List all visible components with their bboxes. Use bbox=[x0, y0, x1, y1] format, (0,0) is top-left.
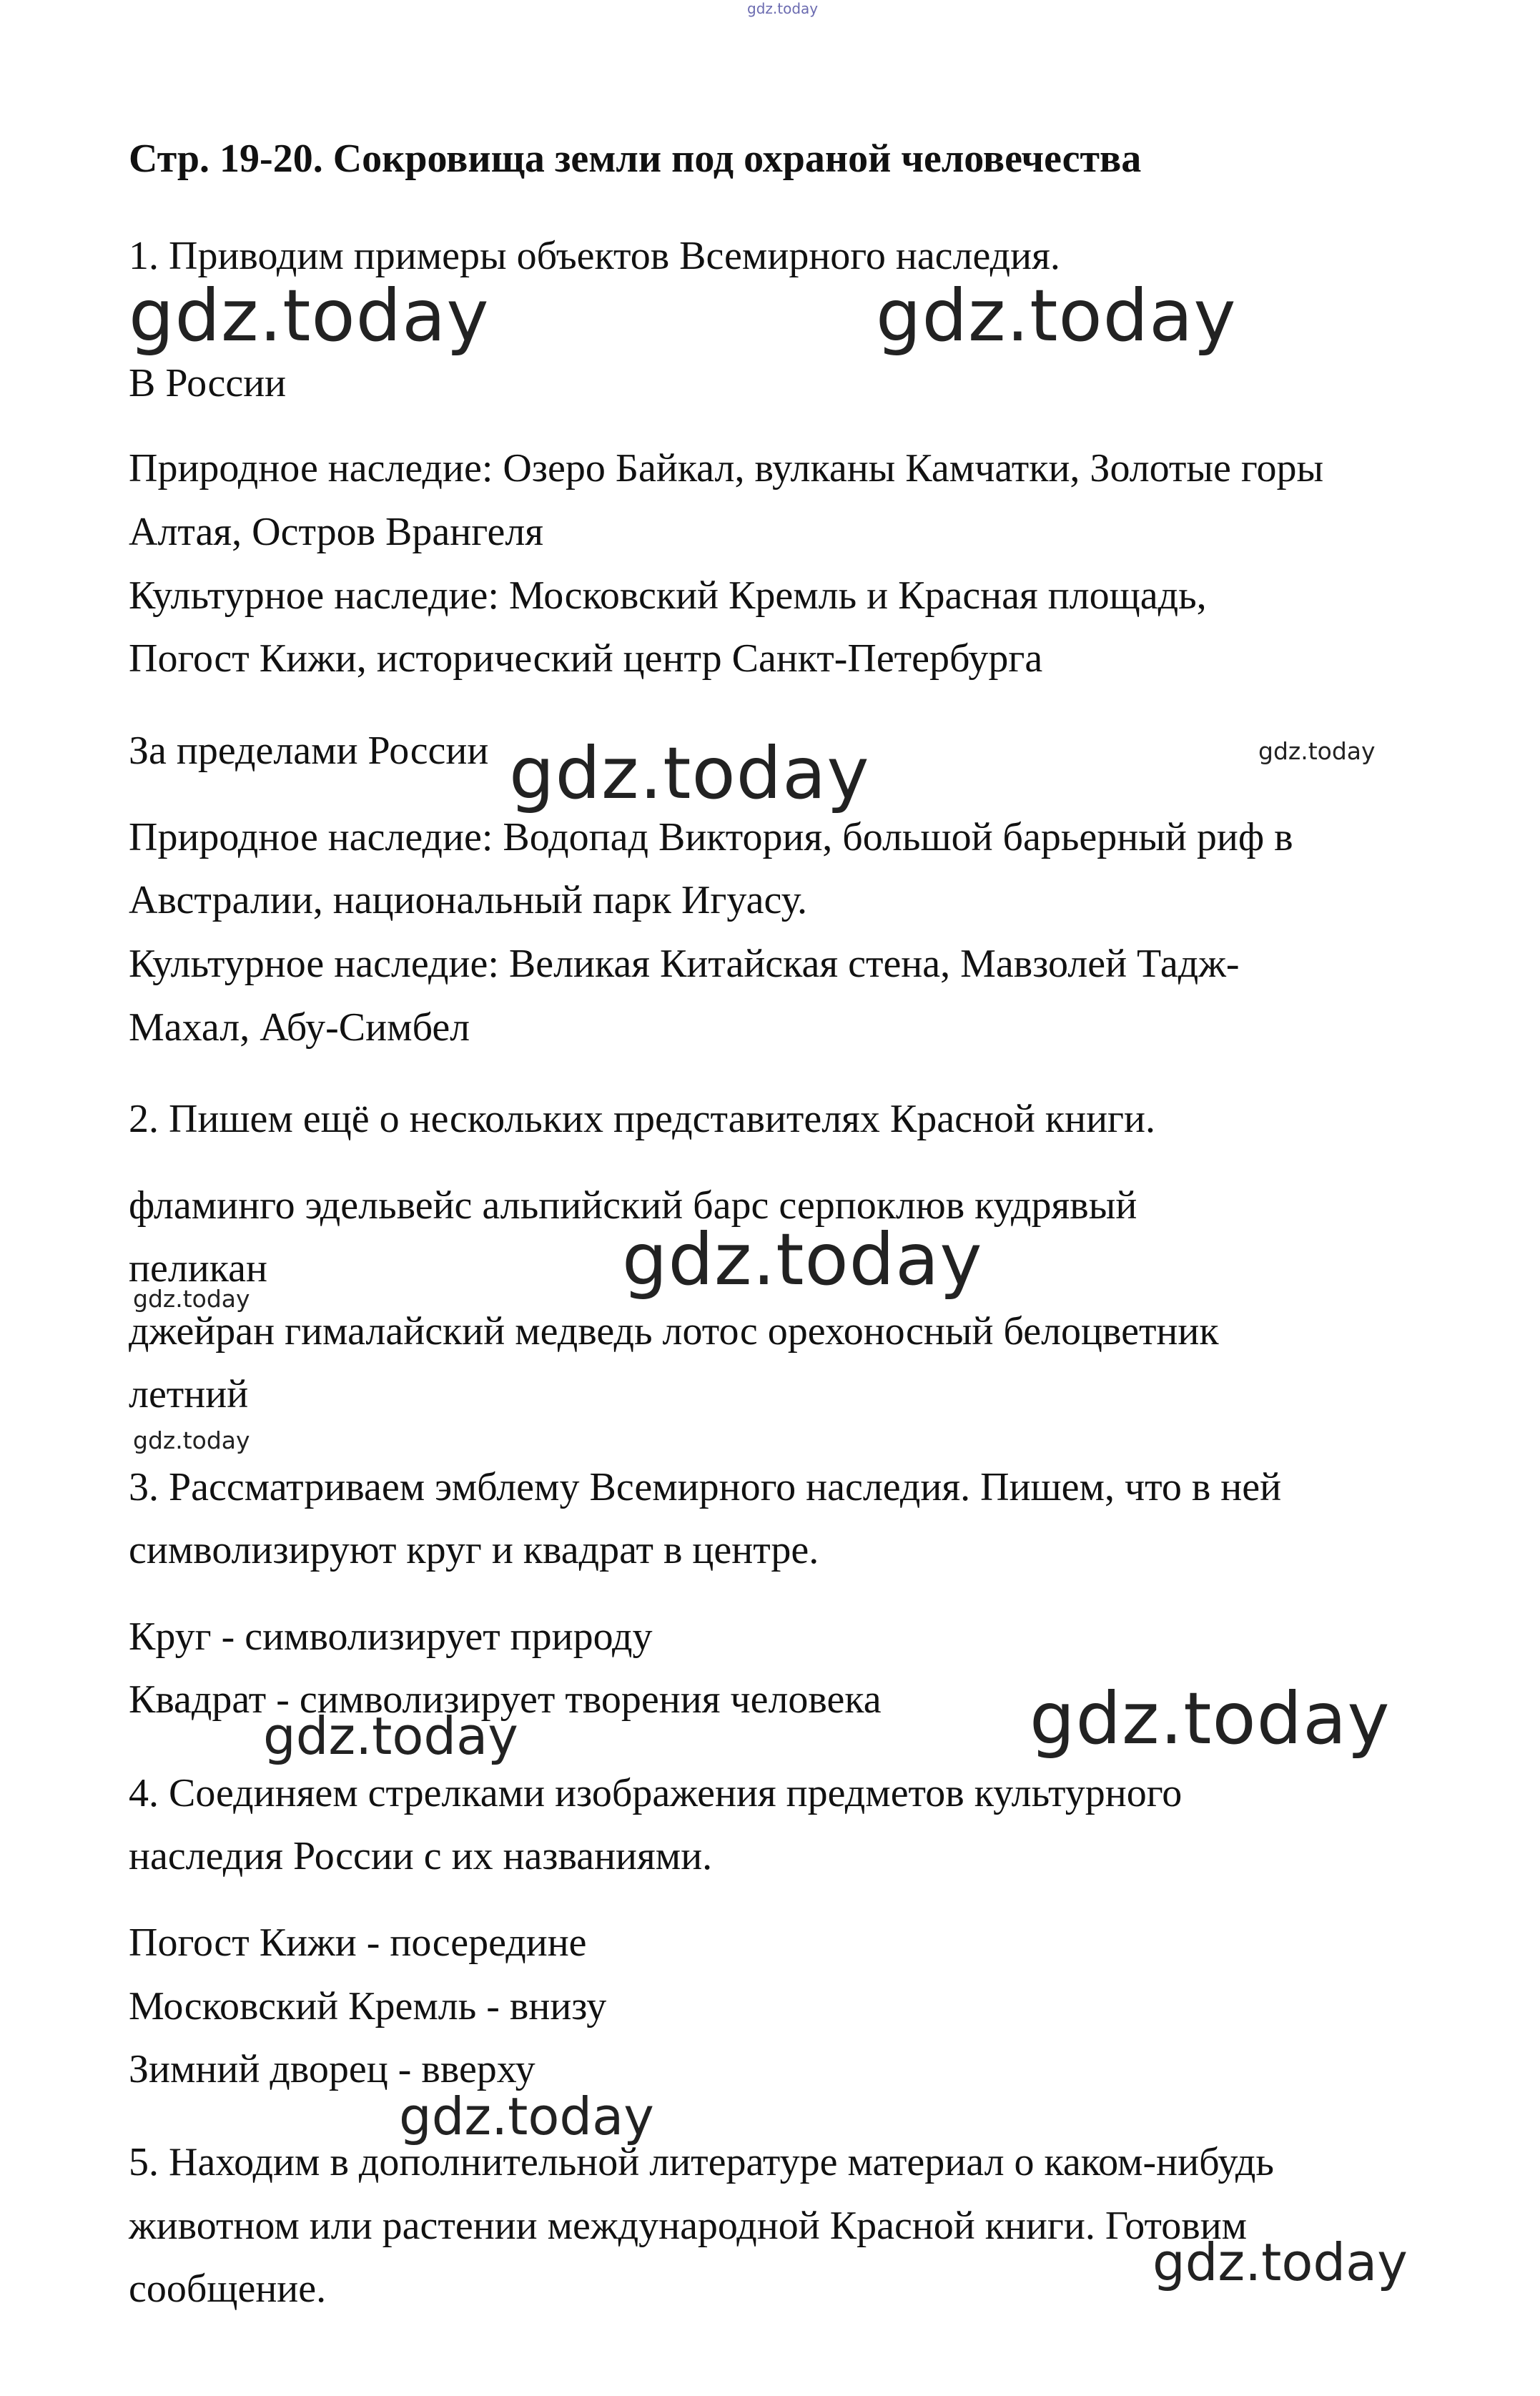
abroad-natural-line2: Австралии, национальный парк Игуасу. bbox=[129, 878, 807, 922]
watermark: gdz.today bbox=[129, 274, 490, 358]
watermark: gdz.today bbox=[1258, 737, 1376, 765]
task1-heading: 1. Приводим примеры объектов Всемирного наследия. bbox=[129, 234, 1060, 278]
task4-answer-kremlin: Московский Кремль - внизу bbox=[129, 1984, 607, 2028]
red-book-line2: пеликан bbox=[129, 1246, 267, 1291]
abroad-cultural-line2: Махал, Абу-Симбел bbox=[129, 1005, 470, 1050]
abroad-natural-line1: Природное наследие: Водопад Виктория, большой барьерный риф в bbox=[129, 815, 1293, 859]
task4-answer-winter-palace: Зимний дворец - вверху bbox=[129, 2047, 535, 2091]
task4-answer-kizhi: Погост Кижи - посередине bbox=[129, 1921, 587, 1965]
watermark: gdz.today bbox=[1152, 2232, 1408, 2292]
russia-cultural-line1: Культурное наследие: Московский Кремль и Красная площадь, bbox=[129, 573, 1207, 618]
task5-heading-line3: сообщение. bbox=[129, 2267, 327, 2311]
task2-heading: 2. Пишем ещё о нескольких представителях Красной книги. bbox=[129, 1097, 1155, 1141]
task3-answer-square: Квадрат - символизирует творения человека bbox=[129, 1677, 882, 1722]
red-book-line1: фламинго эдельвейс альпийский барс серпоклюв кудрявый bbox=[129, 1183, 1137, 1228]
page-title: Стр. 19-20. Сокровища земли под охраной человечества bbox=[129, 137, 1142, 181]
watermark: gdz.today bbox=[622, 1218, 983, 1301]
watermark: gdz.today bbox=[263, 1706, 518, 1766]
task4-heading-line1: 4. Соединяем стрелками изображения предметов культурного bbox=[129, 1771, 1183, 1815]
russia-natural-line2: Алтая, Остров Врангеля bbox=[129, 510, 544, 554]
red-book-line3: джейран гималайский медведь лотос орехоносный белоцветник bbox=[129, 1309, 1219, 1354]
task3-heading-line2: символизируют круг и квадрат в центре. bbox=[129, 1528, 819, 1572]
watermark: gdz.today bbox=[399, 2086, 654, 2146]
watermark: gdz.today bbox=[509, 731, 870, 815]
task5-heading-line2: животном или растении международной Красной книги. Готовим bbox=[129, 2204, 1248, 2248]
task5-heading-line1: 5. Находим в дополнительной литературе материал о каком-нибудь bbox=[129, 2140, 1274, 2184]
watermark: gdz.today bbox=[747, 0, 819, 17]
task4-heading-line2: наследия России с их названиями. bbox=[129, 1834, 713, 1878]
task3-heading-line1: 3. Рассматриваем эмблему Всемирного наследия. Пишем, что в ней bbox=[129, 1465, 1282, 1509]
russia-label: В России bbox=[129, 361, 287, 405]
watermark: gdz.today bbox=[876, 274, 1237, 358]
red-book-line4: летний bbox=[129, 1372, 249, 1416]
abroad-cultural-line1: Культурное наследие: Великая Китайская стена, Мавзолей Тадж- bbox=[129, 942, 1240, 986]
russia-cultural-line2: Погост Кижи, исторический центр Санкт-Петербурга bbox=[129, 636, 1043, 681]
watermark: gdz.today bbox=[1030, 1677, 1391, 1760]
russia-natural-line1: Природное наследие: Озеро Байкал, вулканы Камчатки, Золотые горы bbox=[129, 446, 1324, 490]
task3-answer-circle: Круг - символизирует природу bbox=[129, 1614, 653, 1659]
abroad-label: За пределами России bbox=[129, 729, 489, 773]
watermark: gdz.today bbox=[133, 1426, 250, 1454]
watermark: gdz.today bbox=[133, 1285, 250, 1313]
